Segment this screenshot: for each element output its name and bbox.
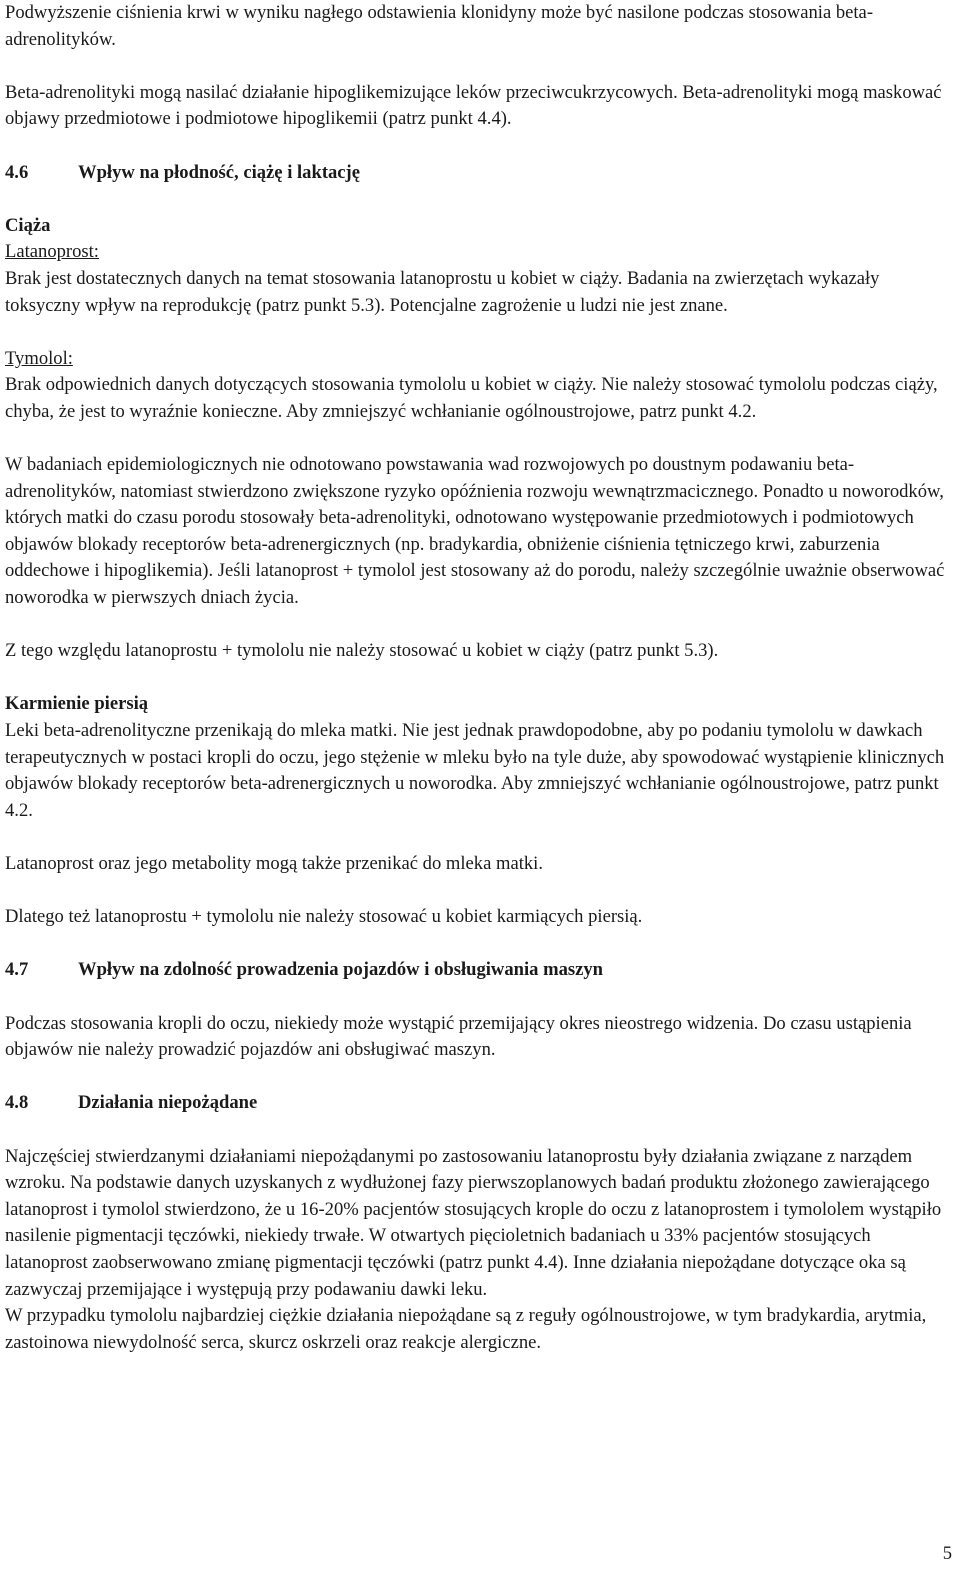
subheading-pregnancy: Ciąża <box>5 214 51 236</box>
section-title: Wpływ na zdolność prowadzenia pojazdów i obsługiwania maszyn <box>78 959 604 981</box>
paragraph-pregnancy-conclusion: Z tego względu latanoprostu + tymololu nie należy stosować u kobiet w ciąży (patrz punkt 5.3). <box>5 640 719 662</box>
paragraph-timolol-adverse-effects: W przypadku tymololu najbardziej ciężkie działania niepożądane są z reguły ogólnoustrojowe, w tym bradykardia, arytmia, zastoinowa niewydolność serca, skurcz oskrzeli oraz reakcje alergiczne. <box>5 1305 927 1353</box>
paragraph-latanoprost-pregnancy: Brak jest dostatecznych danych na temat stosowania latanoprostu u kobiet w ciąży. Badania na zwierzętach wykazały toksyczny wpływ na reprodukcję (patrz punkt 5.3). Potencjalne zagrożenie u ludzi nie jest znane. <box>5 267 880 316</box>
paragraph-epidemiology: W badaniach epidemiologicznych nie odnotowano powstawania wad rozwojowych po doustnym podawaniu beta-adrenolityków, natomiast stwierdzono zwiększone ryzyko opóźnienia rozwoju wewnątrzmacicznego. Ponadto u noworodków, których matki do czasu porodu stosowały beta-adrenolityki, odnotowano występowanie przedmiotowych i podmiotowych objawów blokady receptorów beta-adrenergicznych (np. bradykardia, obniżenie ciśnienia tętniczego krwi, zaburzenia oddechowe i hipoglikemia). Jeśli latanoprost + tymolol jest stosowany aż do porodu, należy szczególnie uważnie obserwować noworodka w pierwszych dniach życia. <box>5 454 945 609</box>
paragraph-driving: Podczas stosowania kropli do oczu, niekiedy może wystąpić przemijający okres nieostrego widzenia. Do czasu ustąpienia objawów nie należy prowadzić pojazdów ani obsługiwać maszyn. <box>5 1012 912 1061</box>
section-title: Wpływ na płodność, ciążę i laktację <box>78 161 361 183</box>
section-number: 4.6 <box>5 161 29 183</box>
subheading-breastfeeding: Karmienie piersią <box>5 693 149 715</box>
section-4-8-heading <box>5 1090 945 1117</box>
section-number: 4.7 <box>5 959 29 981</box>
section-4-7-heading <box>5 957 945 984</box>
section-4-6-heading <box>5 160 945 187</box>
paragraph-clonidine: Podwyższenie ciśnienia krwi w wyniku nagłego odstawienia klonidyny może być nasilone podczas stosowania beta-adrenolityków. <box>5 2 874 50</box>
page-number: 5 <box>942 1543 952 1565</box>
section-number: 4.8 <box>5 1092 29 1114</box>
section-title: Działania niepożądane <box>78 1092 258 1114</box>
paragraph-timolol-pregnancy: Brak odpowiednich danych dotyczących stosowania tymololu u kobiet w ciąży. Nie należy stosować tymololu podczas ciąży, chyba, że jest to wyraźnie konieczne. Aby zmniejszyć wchłanianie ogólnoustrojowe, patrz punkt 4.2. <box>5 374 938 422</box>
paragraph-latanoprost-milk: Latanoprost oraz jego metabolity mogą także przenikać do mleka matki. <box>5 853 543 874</box>
paragraph-adverse-effects: Najczęściej stwierdzanymi działaniami niepożądanymi po zastosowaniu latanoprostu były działania związane z narządem wzroku. Na podstawie danych uzyskanych z wydłużonej fazy pierwszoplanowych badań produktu złożonego zawierającego latanoprost i tymolol stwierdzono, że u 16-20% pacjentów stosujących krople do oczu z latanoprostem i tymololem wystąpiło nasilenie pigmentacji tęczówki, niekiedy trwałe. W otwartych pięcioletnich badaniach u 33% pacjentów stosujących latanoprost zaobserwowano zmianę pigmentacji tęczówki (patrz punkt 4.4). Inne działania niepożądane dotyczące oka są zazwyczaj przemijające i występują przy podawaniu dawki leku. <box>5 1145 942 1300</box>
label-timolol: Tymolol: <box>5 347 73 369</box>
paragraph-hypoglycemia: Beta-adrenolityki mogą nasilać działanie hipoglikemizujące leków przeciwcukrzycowych. Beta-adrenolityki mogą maskować objawy przedmiotowe i podmiotowe hipoglikemii (patrz punkt 4.4). <box>5 81 942 130</box>
label-latanoprost: Latanoprost: <box>5 241 99 263</box>
document-page <box>5 0 945 1356</box>
paragraph-breastfeeding: Leki beta-adrenolityczne przenikają do mleka matki. Nie jest jednak prawdopodobne, aby po podaniu tymololu w dawkach terapeutycznych w postaci kropli do oczu, jego stężenie w mleku było na tyle duże, aby spowodować wystąpienie klinicznych objawów blokady receptorów beta-adrenergicznych u noworodka. Aby zmniejszyć wchłanianie ogólnoustrojowe, patrz punkt 4.2. <box>5 720 945 821</box>
paragraph-breastfeeding-conclusion: Dlatego też latanoprostu + tymololu nie należy stosować u kobiet karmiących piersią. <box>5 906 643 928</box>
